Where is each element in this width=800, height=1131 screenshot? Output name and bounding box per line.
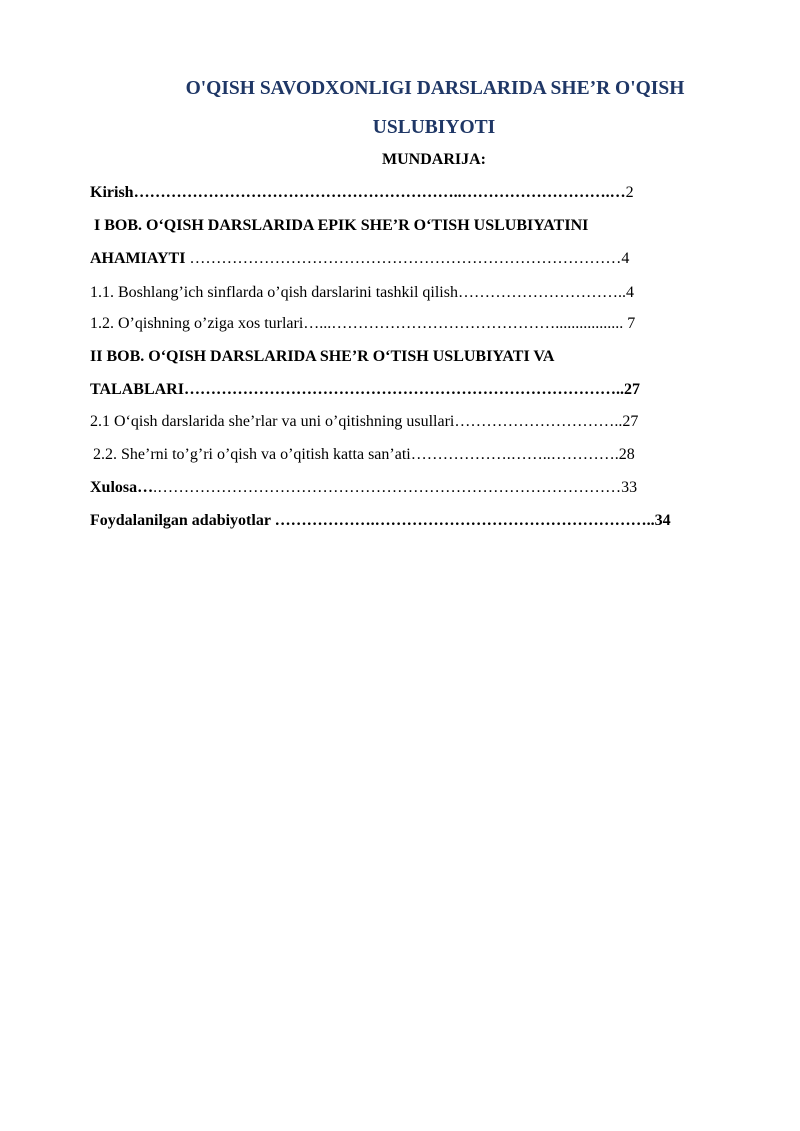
toc-page-number: 34: [654, 512, 671, 529]
toc-label: 2.2. She’rni to’g’ri o’qish va o’qitish katta san’ati: [93, 446, 411, 463]
toc-label: Xulosa…: [90, 479, 154, 496]
toc-entry-1-1: [90, 282, 634, 304]
toc-page-number: 2: [625, 184, 634, 201]
document-title-line1: O'QISH SAVODXONLIGI DARSLARIDA SHE’R O'QISH: [185, 78, 685, 99]
toc-entry-kirish: [90, 182, 634, 204]
toc-leader: ……………………………………………………..……………………….…: [133, 184, 626, 201]
toc-leader: ………………………………………………………………………: [185, 250, 622, 267]
toc-entry-chapter2-line1: II BOB. O‘QISH DARSLARIDA SHE’R O‘TISH USLUBIYATI VA: [90, 348, 555, 365]
toc-leader: .……………………………………………………………………………: [153, 479, 622, 496]
toc-page-number: 28: [618, 446, 635, 463]
toc-label: Kirish: [90, 184, 134, 201]
toc-entry-2-1: [90, 411, 638, 433]
document-title-line2: USLUBIYOTI: [372, 117, 496, 138]
contents-heading: MUNDARIJA:: [382, 151, 486, 168]
toc-entry-chapter1-line2: [90, 248, 629, 270]
toc-label: 2.1 O‘qish darslarida she’rlar va uni o’qitishning usullari: [90, 413, 455, 430]
toc-label: 1.1. Boshlang’ich sinflarda o’qish darslarini tashkil qilish: [90, 284, 458, 301]
toc-leader: …………………………..: [454, 413, 623, 430]
toc-entry-references: [90, 510, 671, 532]
toc-page-number: 4: [625, 284, 634, 301]
toc-label: Foydalanilgan adabiyotlar: [90, 512, 275, 529]
toc-leader: ……………….……..………….: [410, 446, 619, 463]
toc-page-number: 33: [621, 479, 638, 496]
toc-label: AHAMIAYTI: [90, 250, 186, 267]
toc-entry-2-2: [93, 444, 635, 466]
toc-page-number: 27: [622, 413, 639, 430]
toc-entry-xulosa: [90, 477, 637, 499]
toc-entry-1-2: [90, 313, 635, 335]
toc-label: 1.2. O’qishning o’ziga xos turlari: [90, 315, 304, 332]
toc-leader: ………………………………………………………………………..: [183, 381, 624, 398]
toc-leader: ……………….……………………………………………..: [274, 512, 655, 529]
toc-page-number: 4: [621, 250, 630, 267]
toc-leader: …………………………..: [457, 284, 626, 301]
toc-leader: …...…………………………………….................: [303, 315, 624, 332]
toc-entry-chapter1-line1: I BOB. O‘QISH DARSLARIDA EPIK SHE’R O‘TISH USLUBIYATINI: [94, 217, 589, 234]
toc-page-number: 27: [623, 381, 640, 398]
toc-label: TALABLARI: [90, 381, 184, 398]
toc-page-number: 7: [623, 315, 636, 332]
toc-entry-chapter2-line2: [90, 379, 640, 401]
